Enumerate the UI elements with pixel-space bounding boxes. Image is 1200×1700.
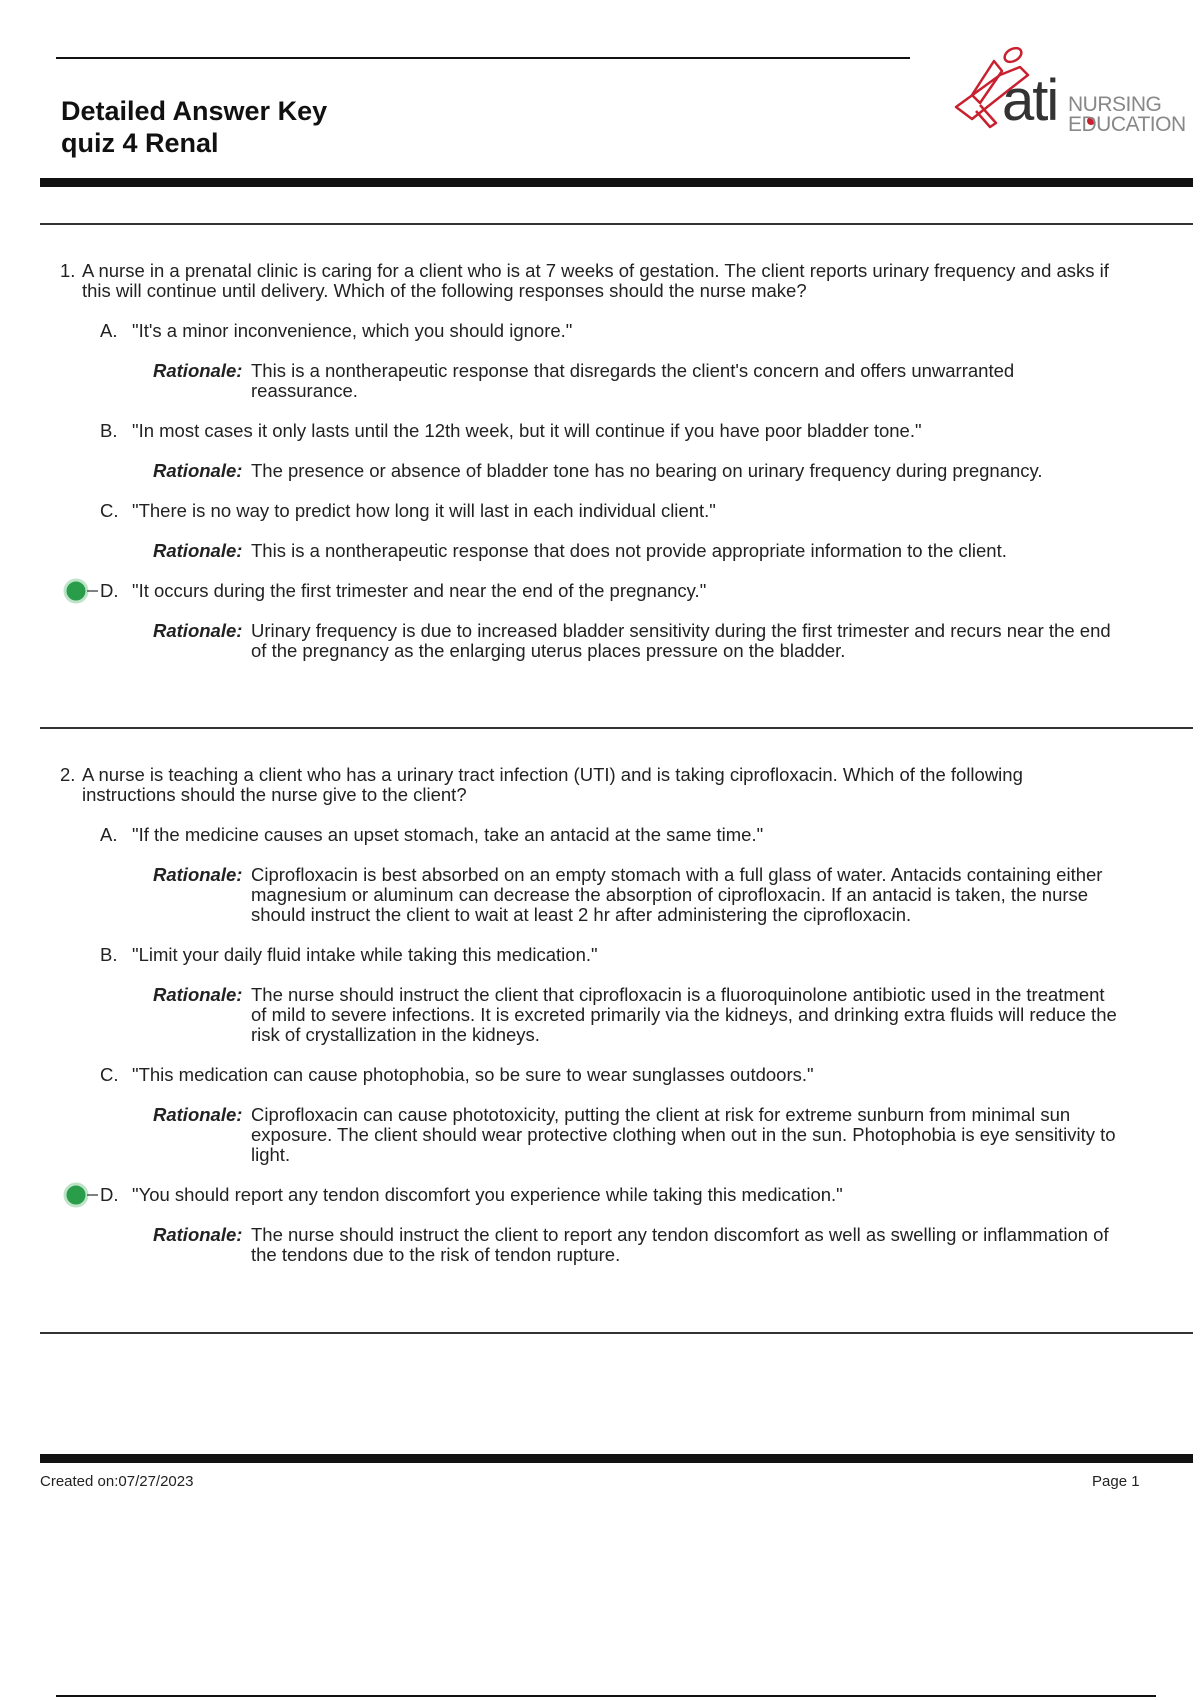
title-line-1: Detailed Answer Key: [61, 96, 328, 126]
page-bottom-rule: [56, 1695, 1156, 1697]
option-c[interactable]: [60, 1065, 1120, 1085]
option-text: "It's a minor inconvenience, which you should ignore.": [132, 320, 573, 341]
option-letter: A.: [100, 824, 118, 845]
page-title: [61, 95, 327, 159]
option-letter: B.: [100, 944, 118, 965]
rationale-text: Ciprofloxacin can cause phototoxicity, putting the client at risk for extreme sunburn from minimal sun exposure. The client should wear protective clothing when out in the sun. Photophobia is eye sensitivity to light.: [251, 1104, 1116, 1165]
rationale-label: Rationale:: [153, 620, 243, 641]
option-b[interactable]: [60, 945, 1120, 965]
question-number: 1.: [60, 260, 76, 281]
logo-subtitle-line-1: NURSING: [1068, 93, 1162, 116]
logo-subtitle: [1068, 95, 1186, 135]
logo-wordmark: ati: [1002, 68, 1058, 133]
question-1: [60, 261, 1120, 661]
option-letter: D.: [100, 580, 119, 601]
option-letter: A.: [100, 320, 118, 341]
question-text: A nurse is teaching a client who has a urinary tract infection (UTI) and is taking ciprofloxacin. Which of the following instructions should the nurse give to the client?: [82, 764, 1023, 805]
option-letter: D.: [100, 1184, 119, 1205]
option-a[interactable]: [60, 321, 1120, 341]
question-2: [60, 765, 1120, 1265]
rationale-text: Urinary frequency is due to increased bladder sensitivity during the first trimester and recurs near the end of the pregnancy as the enlarging uterus places pressure on the bladder.: [251, 620, 1111, 661]
rationale-text: This is a nontherapeutic response that disregards the client's concern and offers unwarranted reassurance.: [251, 360, 1015, 401]
option-text: "You should report any tendon discomfort you experience while taking this medication.": [132, 1184, 843, 1205]
question-stem: [60, 765, 1120, 805]
option-d-correct[interactable]: [60, 581, 1120, 601]
ati-logo: [950, 45, 1186, 145]
option-a[interactable]: [60, 825, 1120, 845]
rationale-text: This is a nontherapeutic response that does not provide appropriate information to the client.: [251, 540, 1007, 561]
option-text: "This medication can cause photophobia, so be sure to wear sunglasses outdoors.": [132, 1064, 814, 1085]
question-number: 2.: [60, 764, 76, 785]
created-date: Created on:07/27/2023: [40, 1473, 194, 1490]
section-divider: [40, 727, 1193, 729]
rationale-text: The nurse should instruct the client that ciprofloxacin is a fluoroquinolone antibiotic used in the treatment of mild to severe infections. It is excreted primarily via the kidneys, and drinking extra fluids will reduce the risk of crystallization in the kidneys.: [251, 984, 1117, 1045]
option-letter: B.: [100, 420, 118, 441]
option-letter: C.: [100, 500, 119, 521]
option-text: "Limit your daily fluid intake while taking this medication.": [132, 944, 598, 965]
section-divider: [40, 1332, 1193, 1334]
footer-thick-rule: [40, 1454, 1193, 1463]
header-top-rule: [56, 57, 910, 59]
correct-answer-icon: [62, 577, 100, 605]
rationale-label: Rationale:: [153, 540, 243, 561]
rationale: [60, 865, 1120, 925]
option-c[interactable]: [60, 501, 1120, 521]
option-text: "It occurs during the first trimester and near the end of the pregnancy.": [132, 580, 707, 601]
correct-answer-icon: [62, 1181, 100, 1209]
header-thick-rule: [40, 178, 1193, 187]
rationale-label: Rationale:: [153, 360, 243, 381]
option-letter: C.: [100, 1064, 119, 1085]
section-divider: [40, 223, 1193, 225]
title-line-2: quiz 4 Renal: [61, 128, 219, 158]
option-text: "In most cases it only lasts until the 12th week, but it will continue if you have poor bladder tone.": [132, 420, 922, 441]
logo-subtitle-line-2: EDUCATION: [1068, 113, 1186, 136]
rationale-label: Rationale:: [153, 1104, 243, 1125]
rationale-text: The nurse should instruct the client to report any tendon discomfort as well as swelling or inflammation of the tendons due to the risk of tendon rupture.: [251, 1224, 1109, 1265]
question-stem: [60, 261, 1120, 301]
option-text: "There is no way to predict how long it will last in each individual client.": [132, 500, 716, 521]
rationale-text: Ciprofloxacin is best absorbed on an empty stomach with a full glass of water. Antacids containing either magnesium or aluminum can decrease the absorption of ciprofloxacin. If an antacid is taken, the nurse should instruct the client to wait at least 2 hr after administering the ciprofloxacin.: [251, 864, 1103, 925]
rationale: [60, 621, 1120, 661]
rationale: [60, 361, 1120, 401]
rationale: [60, 985, 1120, 1045]
question-text: A nurse in a prenatal clinic is caring for a client who is at 7 weeks of gestation. The client reports urinary frequency and asks if this will continue until delivery. Which of the following responses should the nurse make?: [82, 260, 1109, 301]
rationale: [60, 541, 1120, 561]
rationale-text: The presence or absence of bladder tone has no bearing on urinary frequency during pregnancy.: [251, 460, 1043, 481]
option-b[interactable]: [60, 421, 1120, 441]
rationale: [60, 1225, 1120, 1265]
option-text: "If the medicine causes an upset stomach, take an antacid at the same time.": [132, 824, 764, 845]
option-d-correct[interactable]: [60, 1185, 1120, 1205]
rationale-label: Rationale:: [153, 1224, 243, 1245]
page-number: Page 1: [1092, 1473, 1140, 1490]
rationale-label: Rationale:: [153, 984, 243, 1005]
rationale-label: Rationale:: [153, 864, 243, 885]
rationale: [60, 461, 1120, 481]
rationale-label: Rationale:: [153, 460, 243, 481]
rationale: [60, 1105, 1120, 1165]
